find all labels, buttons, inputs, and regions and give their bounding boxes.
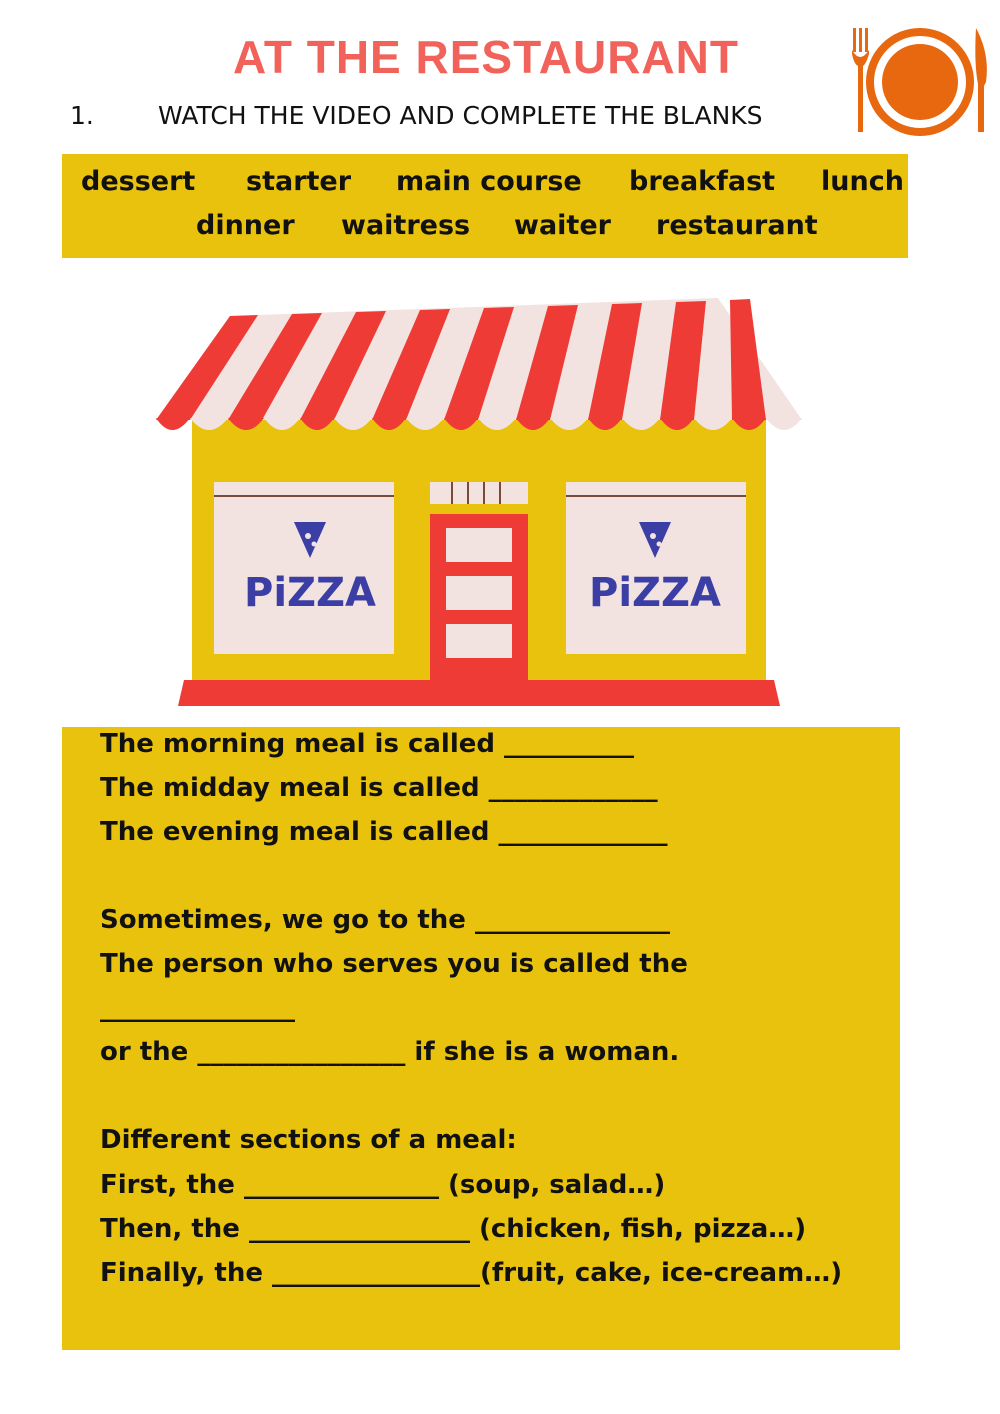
pizza-sign-right: PiZZA [589, 570, 721, 616]
right-window [566, 482, 746, 654]
word-dinner: dinner [196, 210, 295, 241]
shop-floor [178, 680, 780, 706]
word-dessert: dessert [81, 166, 196, 197]
question-person-serves: The person who serves you is called the [100, 949, 688, 979]
page-title: AT THE RESTAURANT [233, 31, 739, 83]
awning [156, 298, 802, 430]
word-bank [62, 154, 908, 258]
question-person-blank: _______________ [100, 993, 295, 1023]
question-then: Then, the _________________ (chicken, fish, pizza…) [100, 1214, 807, 1244]
question-woman: or the ________________ if she is a woman. [100, 1037, 680, 1067]
instruction-text: WATCH THE VIDEO AND COMPLETE THE BLANKS [158, 101, 763, 130]
question-first: First, the _______________ (soup, salad…) [100, 1170, 666, 1200]
word-lunch: lunch [821, 166, 904, 197]
restaurant-illustration [150, 292, 810, 712]
word-main-course: main course [396, 166, 582, 197]
word-waitress: waitress [341, 210, 471, 241]
instruction-number: 1. [70, 101, 94, 130]
question-evening-meal: The evening meal is called _____________ [100, 817, 668, 847]
question-morning-meal: The morning meal is called __________ [100, 729, 635, 759]
word-waiter: waiter [514, 210, 611, 241]
question-midday-meal: The midday meal is called _____________ [100, 773, 658, 803]
pizza-sign-left: PiZZA [244, 570, 376, 616]
plate-fork-knife-icon [848, 24, 993, 136]
word-restaurant: restaurant [656, 210, 818, 241]
question-sections-heading: Different sections of a meal: [100, 1125, 517, 1155]
word-breakfast: breakfast [629, 166, 776, 197]
question-go-to: Sometimes, we go to the _______________ [100, 905, 670, 935]
question-finally: Finally, the ________________(fruit, cake, ice-cream…) [100, 1258, 843, 1288]
instruction [70, 101, 763, 130]
left-window [214, 482, 394, 654]
word-starter: starter [246, 166, 352, 197]
